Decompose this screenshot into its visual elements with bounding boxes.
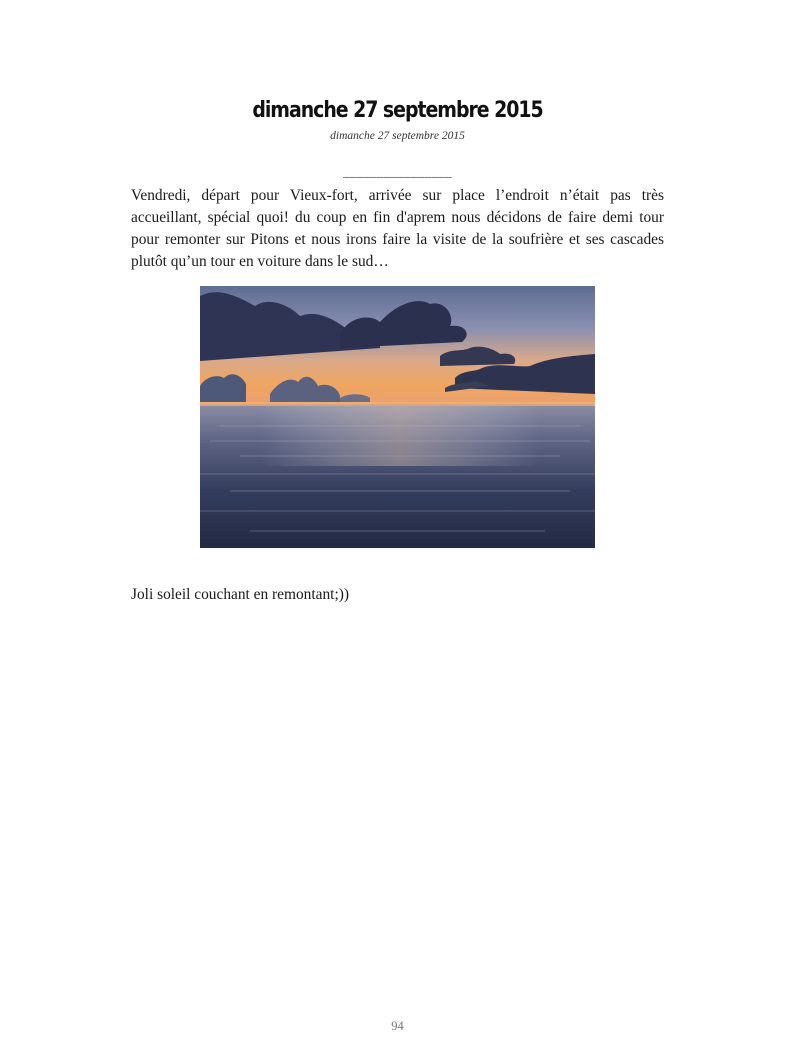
separator-line: ________________ (343, 164, 452, 179)
post-body: Vendredi, départ pour Vieux-fort, arrivée sur place l’endroit n’était pas très accueillant, spécial quoi! du coup en fin d'aprem nous décidons de faire demi tour pour remonter sur Pitons et nous irons faire la visite de la soufrière et ses cascades plutôt qu’un tour en voiture dans le sud… (131, 187, 664, 270)
post-date: dimanche 27 septembre 2015 (330, 130, 465, 142)
post-title: dimanche 27 septembre 2015 (252, 98, 543, 123)
sunset-photo (200, 286, 595, 548)
photo-caption: Joli soleil couchant en remontant;)) (131, 586, 349, 603)
page-number: 94 (391, 1019, 404, 1033)
